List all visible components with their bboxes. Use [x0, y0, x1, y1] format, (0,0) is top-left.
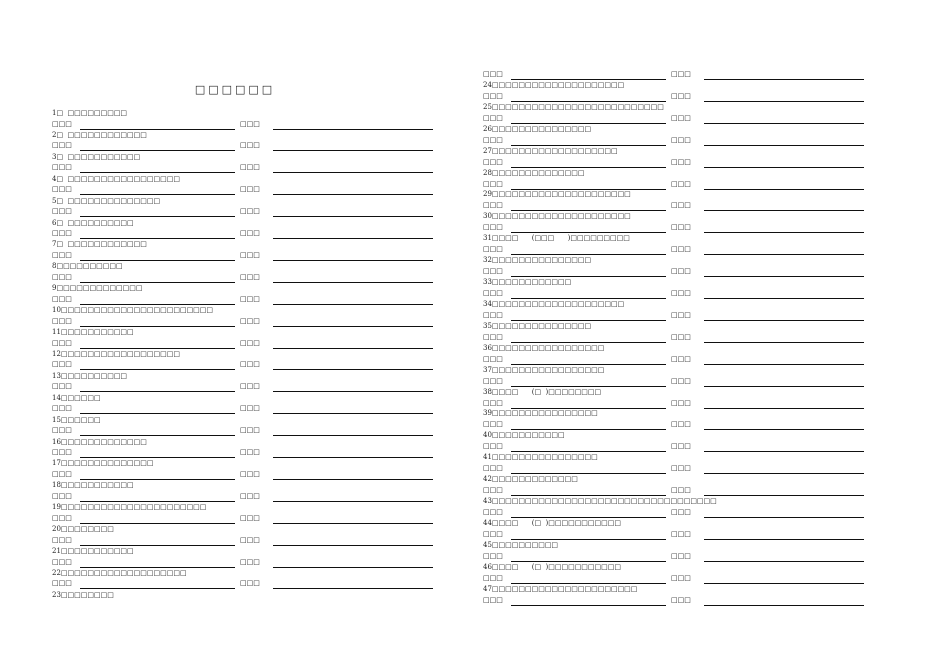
answer-row [483, 222, 865, 233]
answer-label: □□□ [52, 250, 72, 259]
answer-row [52, 206, 434, 217]
question-text: 21□□□□□□□□□□□ [52, 547, 134, 555]
answer-row [483, 179, 865, 190]
answer-blank[interactable] [273, 326, 433, 327]
question-text: 32□□□□□□□□□□□□□□□ [483, 256, 592, 265]
question-text: 36□□□□□□□□□□□□□□□□□ [483, 343, 605, 352]
question-text: 20□□□□□□□□ [52, 525, 114, 534]
answer-blank[interactable] [704, 517, 864, 518]
answer-row [483, 398, 865, 409]
question-text: 34□□□□□□□□□□□□□□□□□□□□ [483, 299, 625, 308]
answer-blank[interactable] [704, 210, 864, 211]
answer-label: □□□ [671, 420, 691, 429]
answer-label: □□□ [240, 119, 260, 128]
answer-label: □□□ [483, 332, 503, 341]
answer-label: □□□ [483, 179, 503, 188]
question-text: 18□□□□□□□□□□□ [52, 481, 134, 490]
answer-blank[interactable] [273, 369, 433, 370]
answer-row [483, 441, 865, 452]
answer-label: □□□ [671, 201, 691, 210]
answer-label: □□□ [671, 595, 691, 604]
answer-label: □□□ [240, 250, 260, 259]
answer-label: □□□ [671, 486, 691, 495]
question-text: 41□□□□□□□□□□□□□□□□ [483, 453, 598, 462]
question-text: 42□□□□□□□□□□□□□ [483, 475, 578, 484]
answer-label: □□□ [240, 491, 260, 500]
answer-blank[interactable] [273, 172, 433, 173]
question-text: 24□□□□□□□□□□□□□□□□□□□□ [483, 80, 625, 89]
answer-blank[interactable] [273, 348, 433, 349]
answer-label: □□□ [240, 469, 260, 478]
question-text: 29□□□□□□□□□□□□□□□□□□□□□ [483, 190, 631, 199]
answer-label: □□□ [52, 426, 72, 435]
answer-row [52, 469, 434, 480]
answer-label: □□□ [671, 179, 691, 188]
page-title: □□□□□□ [194, 83, 276, 96]
answer-label: □□□ [52, 316, 72, 325]
answer-label: □□□ [240, 404, 260, 413]
answer-label: □□□ [240, 316, 260, 325]
answer-label: □□□ [671, 508, 691, 516]
answer-row [52, 316, 434, 327]
answer-row [483, 529, 865, 540]
question-text: 45□□□□□□□□□□ [483, 540, 559, 549]
answer-label: □□□ [483, 442, 503, 451]
answer-label: □□□ [52, 469, 72, 478]
question-text: 30□□□□□□□□□□□□□□□□□□□□□ [483, 212, 631, 221]
answer-label: □□□ [483, 420, 503, 429]
answer-blank[interactable] [704, 495, 864, 496]
question-text: 47□□□□□□□□□□□□□□□□□□□□□□ [483, 584, 638, 593]
answer-row [483, 551, 865, 562]
question-text: 31□□□□ (□□□ )□□□□□□□□□ [483, 234, 630, 243]
answer-row [52, 228, 434, 239]
question-text: 23□□□□□□□□ [52, 590, 114, 599]
answer-blank[interactable] [273, 567, 433, 568]
answer-label: □□□ [52, 404, 72, 413]
answer-row [483, 332, 865, 343]
answer-row [52, 425, 434, 436]
answer-label: □□□ [483, 289, 503, 297]
answer-row [52, 250, 434, 261]
answer-label: □□□ [240, 535, 260, 544]
question-text: 1□ □□□□□□□□□ [52, 109, 128, 117]
answer-blank[interactable] [704, 320, 864, 321]
answer-blank[interactable] [704, 583, 864, 584]
answer-row [52, 578, 434, 589]
answer-label: □□□ [671, 464, 691, 473]
answer-label: □□□ [52, 207, 72, 216]
answer-label: □□□ [52, 557, 72, 566]
answer-label: □□□ [52, 360, 72, 369]
question-text: 19□□□□□□□□□□□□□□□□□□□□□□ [52, 503, 207, 512]
question-text: 22□□□□□□□□□□□□□□□□□□□ [52, 568, 187, 577]
answer-row [52, 119, 434, 130]
answer-blank[interactable] [273, 545, 433, 546]
answer-label: □□□ [52, 338, 72, 347]
answer-label: □□□ [240, 163, 260, 172]
answer-blank[interactable] [704, 451, 864, 452]
answer-label: □□□ [671, 398, 691, 407]
answer-label: □□□ [483, 201, 503, 210]
answer-label: □□□ [671, 529, 691, 538]
answer-blank[interactable] [704, 145, 864, 146]
left-question-column [52, 108, 437, 668]
answer-label: □□□ [240, 207, 260, 216]
answer-label: □□□ [240, 294, 260, 303]
question-text: 46□□□□ (□ )□□□□□□□□□□□ [483, 562, 621, 571]
question-text: 7□ □□□□□□□□□□□□ [52, 240, 147, 249]
answer-row [483, 91, 865, 102]
answer-label: □□□ [483, 486, 503, 495]
question-text: 6□ □□□□□□□□□□ [52, 218, 134, 227]
answer-blank[interactable] [704, 79, 864, 80]
answer-blank[interactable] [704, 386, 864, 387]
answer-blank[interactable] [273, 194, 433, 195]
question-text: 13□□□□□□□□□□ [52, 371, 128, 380]
answer-blank[interactable] [704, 298, 864, 299]
answer-label: □□□ [52, 294, 72, 303]
question-text: 40□□□□□□□□□□□ [483, 431, 565, 440]
answer-blank[interactable] [511, 605, 666, 606]
answer-label: □□□ [483, 595, 503, 604]
answer-row [483, 595, 865, 606]
question-text: 37□□□□□□□□□□□□□□□□□ [483, 365, 605, 374]
answer-label: □□□ [671, 310, 691, 319]
answer-label: □□□ [240, 185, 260, 194]
answer-blank[interactable] [704, 276, 864, 277]
answer-label: □□□ [483, 464, 503, 473]
answer-label: □□□ [483, 245, 503, 254]
answer-label: □□□ [483, 70, 503, 78]
answer-label: □□□ [52, 119, 72, 128]
answer-label: □□□ [240, 426, 260, 435]
answer-label: □□□ [671, 354, 691, 363]
answer-blank[interactable] [273, 523, 433, 524]
answer-row [52, 294, 434, 305]
answer-label: □□□ [671, 135, 691, 144]
answer-blank[interactable] [704, 364, 864, 365]
answer-label: □□□ [52, 491, 72, 500]
question-text: 12□□□□□□□□□□□□□□□□□□ [52, 349, 180, 358]
answer-blank[interactable] [704, 101, 864, 102]
answer-row [483, 310, 865, 321]
question-text: 15□□□□□□ [52, 415, 101, 424]
answer-blank[interactable] [704, 605, 864, 606]
answer-row [52, 184, 434, 195]
answer-row [483, 113, 865, 124]
answer-label: □□□ [671, 551, 691, 560]
question-text: 44□□□□ (□ )□□□□□□□□□□□ [483, 518, 621, 527]
answer-blank[interactable] [704, 123, 864, 124]
answer-blank[interactable] [704, 429, 864, 430]
answer-label: □□□ [52, 185, 72, 194]
answer-row [483, 573, 865, 584]
question-text: 26□□□□□□□□□□□□□□□ [483, 124, 592, 133]
answer-label: □□□ [240, 338, 260, 347]
answer-label: □□□ [52, 272, 72, 281]
answer-label: □□□ [671, 113, 691, 122]
answer-row [483, 354, 865, 365]
answer-row [483, 266, 865, 277]
answer-label: □□□ [671, 332, 691, 341]
question-text: 33□□□□□□□□□□□□ [483, 278, 572, 286]
answer-label: □□□ [483, 508, 503, 516]
answer-label: □□□ [483, 135, 503, 144]
answer-blank[interactable] [273, 129, 433, 130]
answer-row [52, 447, 434, 458]
answer-row [52, 557, 434, 568]
answer-row [483, 463, 865, 474]
answer-blank[interactable] [273, 588, 433, 589]
answer-row [52, 359, 434, 370]
answer-label: □□□ [240, 513, 260, 522]
question-text: 39□□□□□□□□□□□□□□□□ [483, 409, 598, 418]
question-text: 38□□□□ (□ )□□□□□□□□ [483, 387, 602, 396]
question-text: 27□□□□□□□□□□□□□□□□□□□ [483, 146, 618, 155]
question-text: 25□□□□□□□□□□□□□□□□□□□□□□□□□□ [483, 102, 664, 111]
answer-label: □□□ [240, 382, 260, 391]
answer-row [52, 140, 434, 151]
answer-row [483, 419, 865, 430]
answer-blank[interactable] [273, 435, 433, 436]
answer-blank[interactable] [273, 282, 433, 283]
answer-label: □□□ [240, 360, 260, 369]
answer-label: □□□ [240, 229, 260, 237]
answer-blank[interactable] [704, 189, 864, 190]
answer-row [52, 535, 434, 546]
answer-blank[interactable] [80, 391, 235, 392]
answer-blank[interactable] [273, 238, 433, 239]
question-text: 3□ □□□□□□□□□□□ [52, 152, 141, 161]
answer-label: □□□ [240, 272, 260, 281]
answer-row [483, 200, 865, 211]
answer-blank[interactable] [273, 501, 433, 502]
answer-row [483, 507, 865, 518]
question-text: 9□□□□□□□□□□□□□ [52, 284, 143, 293]
answer-row [483, 244, 865, 255]
answer-label: □□□ [52, 535, 72, 544]
answer-blank[interactable] [273, 391, 433, 392]
answer-row [52, 513, 434, 524]
answer-label: □□□ [483, 354, 503, 363]
answer-blank[interactable] [273, 304, 433, 305]
answer-label: □□□ [483, 376, 503, 385]
answer-blank[interactable] [704, 408, 864, 409]
answer-blank[interactable] [80, 413, 235, 414]
answer-label: □□□ [483, 91, 503, 100]
answer-label: □□□ [671, 573, 691, 582]
question-text: 4□ □□□□□□□□□□□□□□□□□ [52, 174, 180, 183]
answer-blank[interactable] [273, 150, 433, 151]
answer-label: □□□ [671, 223, 691, 232]
question-text: 10□□□□□□□□□□□□□□□□□□□□□□□ [52, 306, 214, 315]
answer-row [483, 157, 865, 168]
answer-row [483, 69, 865, 80]
answer-blank[interactable] [273, 457, 433, 458]
answer-label: □□□ [52, 513, 72, 522]
answer-row [483, 135, 865, 146]
answer-label: □□□ [671, 91, 691, 100]
answer-label: □□□ [671, 245, 691, 254]
answer-label: □□□ [483, 223, 503, 232]
answer-label: □□□ [483, 551, 503, 560]
question-text: 5□ □□□□□□□□□□□□□□ [52, 196, 161, 205]
answer-label: □□□ [483, 310, 503, 319]
answer-row [52, 403, 434, 414]
answer-label: □□□ [671, 376, 691, 385]
answer-label: □□□ [671, 267, 691, 276]
answer-label: □□□ [52, 579, 72, 588]
answer-label: □□□ [483, 157, 503, 166]
question-text: 35□□□□□□□□□□□□□□□ [483, 321, 592, 330]
question-text: 11□□□□□□□□□□□ [52, 328, 134, 336]
answer-label: □□□ [671, 289, 691, 297]
answer-row [483, 288, 865, 299]
answer-label: □□□ [483, 267, 503, 276]
answer-blank[interactable] [704, 167, 864, 168]
answer-blank[interactable] [704, 342, 864, 343]
question-text: 43□□□□□□□□□□□□□□□□□□□□□□□□□□□□□□□□□□ [483, 497, 717, 505]
answer-blank[interactable] [704, 539, 864, 540]
question-text: 17□□□□□□□□□□□□□□ [52, 459, 154, 468]
answer-label: □□□ [483, 113, 503, 122]
answer-row [52, 491, 434, 502]
answer-label: □□□ [240, 448, 260, 456]
question-text: 8□□□□□□□□□□ [52, 262, 123, 271]
question-text: 14□□□□□□ [52, 393, 101, 402]
answer-label: □□□ [483, 398, 503, 407]
answer-blank[interactable] [704, 473, 864, 474]
answer-label: □□□ [240, 557, 260, 566]
answer-label: □□□ [671, 442, 691, 451]
answer-blank[interactable] [704, 232, 864, 233]
answer-row [52, 338, 434, 349]
answer-label: □□□ [671, 70, 691, 78]
answer-label: □□□ [52, 141, 72, 150]
answer-label: □□□ [671, 157, 691, 166]
answer-label: □□□ [240, 579, 260, 588]
answer-row [52, 272, 434, 283]
answer-blank[interactable] [273, 413, 433, 414]
answer-blank[interactable] [273, 216, 433, 217]
answer-label: □□□ [52, 229, 72, 237]
question-text: 2□ □□□□□□□□□□□□ [52, 130, 147, 139]
answer-label: □□□ [52, 382, 72, 391]
answer-label: □□□ [483, 529, 503, 538]
answer-label: □□□ [52, 163, 72, 172]
answer-row [52, 381, 434, 392]
answer-blank[interactable] [704, 254, 864, 255]
answer-label: □□□ [52, 448, 72, 456]
question-text: 28□□□□□□□□□□□□□□ [483, 168, 585, 177]
question-text: 16□□□□□□□□□□□□□ [52, 437, 147, 446]
answer-row [483, 376, 865, 387]
answer-blank[interactable] [273, 260, 433, 261]
right-question-column [483, 69, 868, 629]
answer-row [483, 485, 865, 496]
answer-blank[interactable] [704, 561, 864, 562]
answer-row [52, 162, 434, 173]
answer-blank[interactable] [273, 479, 433, 480]
answer-label: □□□ [240, 141, 260, 150]
answer-label: □□□ [483, 573, 503, 582]
